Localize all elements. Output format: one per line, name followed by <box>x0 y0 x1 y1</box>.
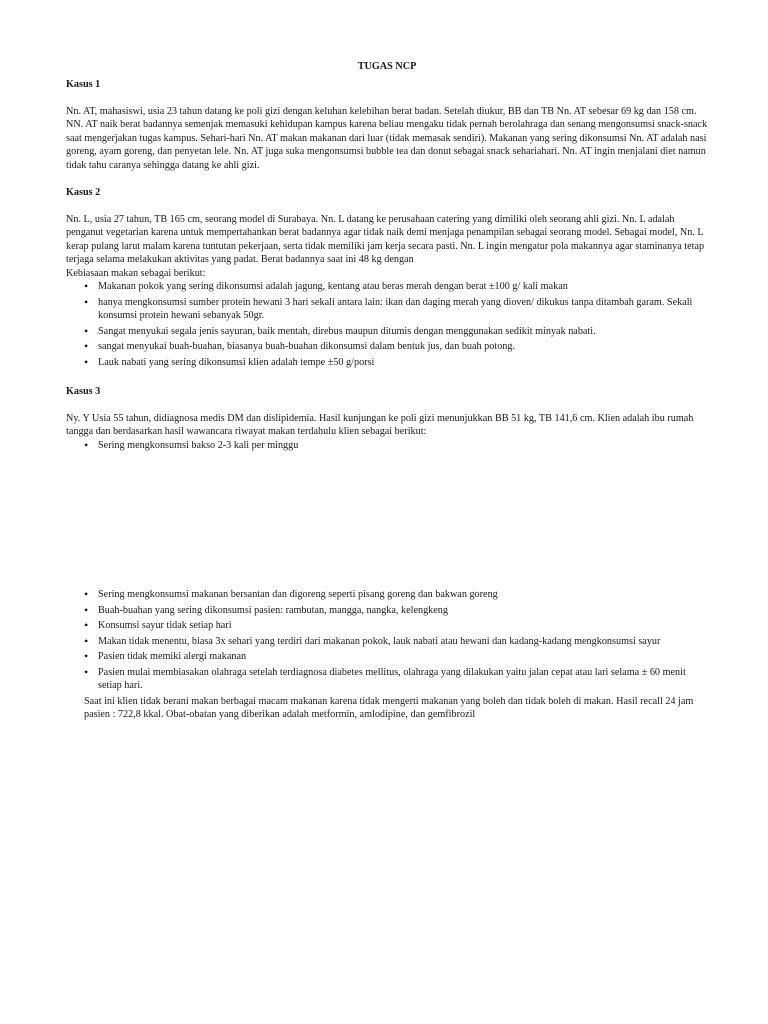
list-item: • Konsumsi sayur tidak setiap hari <box>84 619 708 633</box>
list-item: • Pasien tidak memiki alergi makanan <box>84 650 708 664</box>
list-item: • hanya mengkonsumsi sumber protein hewani 3 hari sekali antara lain: ikan dan daging merah yang dioven/ dikukus tanpa ditambah garam. Sekali konsumsi protein hewani sebanyak 50gr. <box>84 296 708 323</box>
list-item: • Sering mengkonsumsi makanan bersantan dan digoreng seperti pisang goreng dan bakwan goreng <box>84 588 708 602</box>
list-item: • Lauk nabati yang sering dikonsumsi klien adalah tempe ±50 g/porsi <box>84 356 708 370</box>
case-1-heading: Kasus 1 <box>66 78 101 90</box>
list-item: • Makanan pokok yang sering dikonsumsi adalah jagung, kentang atau beras merah dengan berat ±100 g/ kali makan <box>84 280 708 294</box>
list-item: • Sering mengkonsumsi bakso 2-3 kali per minggu <box>84 439 708 453</box>
case-2-intro: Kebiasaan makan sebagai berikut: <box>66 267 206 279</box>
list-item: • Buah-buahan yang sering dikonsumsi pasien: rambutan, mangga, nangka, kelengkeng <box>84 604 708 618</box>
list-item: • Makan tidak menentu, biasa 3x sehari yang terdiri dari makanan pokok, lauk nabati atau hewani dan kadang-kadang mengkonsumsi sayur <box>84 635 708 649</box>
list-item: • Pasien mulai membiasakan olahraga setelah terdiagnosa diabetes mellitus, olahraga yang dilakukan yaitu jalan cepat atau lari selama ± 60 menit setiap hari. <box>84 666 708 693</box>
case-3-paragraph: Ny. Y Usia 55 tahun, didiagnosa medis DM dan dislipidemia. Hasil kunjungan ke poli gizi menunjukkan BB 51 kg, TB 141,6 cm. Klien adalah ibu rumah tangga dan berdasarkan hasil wawancara riwayat makan terdahulu klien sebagai berikut: <box>66 412 694 437</box>
spacer <box>66 371 708 385</box>
case-3-heading: Kasus 3 <box>66 385 101 397</box>
list-item: • sangat menyukai buah-buahan, biasanya buah-buahan dikonsumsi dalam bentuk jus, dan buah potong. <box>84 340 708 354</box>
case-3-closing: Saat ini klien tidak berani makan berbagai macam makanan karena tidak mengerti makanan yang boleh dan tidak boleh di makan. Hasil recall 24 jam pasien : 722,8 kkal. Obat-obatan yang diberikan adalah metformin, amlodipine, dan gemfibrozil <box>84 695 694 720</box>
case-2-heading: Kasus 2 <box>66 186 101 198</box>
case-2-paragraph: Nn. L, usia 27 tahun, TB 165 cm, seorang model di Surabaya. Nn. L datang ke perusahaan catering yang dimiliki oleh seorang ahli gizi. Nn. L adalah penganut vegetarian karena untuk mempertahankan berat badannya agar tidak naik demi menjaga penampilan sebagai seorang model. Sebagai model, Nn. L kerap pulang larut malam karena tuntutan pekerjaan, serta tidak memiliki jam kerja secara pasti. Nn. L ingin mengatur pola makannya agar staminanya tetap terjaga selama melakukan aktivitas yang padat. Berat badannya saat ini 48 kg dengan <box>66 213 705 265</box>
case-3-habit-list-bottom <box>66 588 708 693</box>
case-1-paragraph: Nn. AT, mahasiswi, usia 23 tahun datang ke poli gizi dengan keluhan kelebihan berat badan. Setelah diukur, BB dan TB Nn. AT sebesar 69 kg dan 158 cm. NN. AT naik berat badannya semenjak memasuki kehidupan kampus karena beliau mengaku tidak pernah berolahraga dan senang mengonsumsi snack-snack saat mengerjakan tugas kampus. Sehari-hari Nn. AT makan makanan dari luar (tidak memasak sendiri). Makanan yang sering dikonsumsi Nn. AT adalah nasi goreng, ayam goreng, dan penyetan lele. Nn. AT juga suka mengonsumsi bubble tea dan donut sebagai snack sehariahari. Nn. AT ingin menjalani diet namun tidak tahu caranya sehingga datang ke ahli gizi. <box>66 105 708 171</box>
case-3-habit-list-top <box>66 439 708 453</box>
spacer <box>66 172 708 186</box>
document-title: TUGAS NCP <box>357 61 417 72</box>
document-page <box>66 60 708 722</box>
case-2-habit-list <box>66 280 708 369</box>
list-item: • Sangat menyukai segala jenis sayuran, baik mentah, direbus maupun ditumis dengan menggunakan sedikit minyak nabati. <box>84 325 708 339</box>
blank-space <box>66 454 708 588</box>
